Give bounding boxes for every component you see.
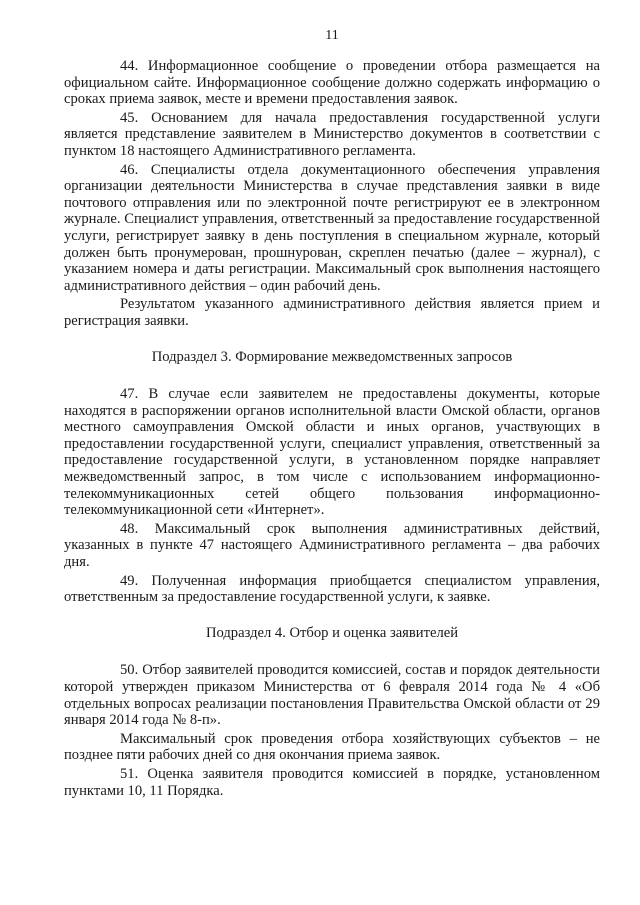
- paragraph-44: 44. Информационное сообщение о проведении отбора размещается на официальном сайте. Информационное сообщение должно содержать информацию о сроках приема заявок, месте и времени предоставления заявок.: [64, 58, 600, 108]
- subsection-3-heading: Подраздел 3. Формирование межведомственных запросов: [151, 348, 513, 365]
- paragraph-51: 51. Оценка заявителя проводится комиссией в порядке, установленном пунктами 10, 11 Порядка.: [64, 765, 600, 799]
- paragraph-45: 45. Основанием для начала предоставления государственной услуги является представление заявителем в Министерство документов в соответствии с пунктом 18 настоящего Административного регламента.: [64, 109, 600, 159]
- paragraph-result: Результатом указанного административного действия является прием и регистрация заявки.: [64, 296, 600, 329]
- subsection-4-heading: Подраздел 4. Отбор и оценка заявителей: [205, 624, 459, 641]
- paragraph-47: 47. В случае если заявителем не предоставлены документы, которые находятся в распоряжении органов исполнительной власти Омской области, органов местного самоуправления Омской области и иных органов, участвующих в предоставлении государственной услуги, специалист управления, ответственный за предоставление государственной услуги, в установленном порядке направляет межведомственный запрос, в том числе с использованием информационно-телекоммуникационных сетей общего пользования информационно-телекоммуникационной сети «Интернет».: [64, 386, 600, 519]
- paragraph-50: 50. Отбор заявителей проводится комиссией, состав и порядок деятельности которой утвержден приказом Министерства от 6 февраля 2014 года № 4 «Об отдельных вопросах реализации постановления Правительства Омской области от 29 января 2014 года № 8-п».: [64, 662, 600, 729]
- paragraph-46: 46. Специалисты отдела документационного обеспечения управления организации деятельности Министерства в случае представления заявки в виде почтового отправления или по электронной почте регистрируют ее в электронном журнале. Специалист управления, ответственный за предоставление государственной услуги, регистрирует заявку в день поступления в специальном журнале, который должен быть пронумерован, прошнурован, скреплен печатью (далее – журнал), с указанием номера и даты регистрации. Максимальный срок выполнения настоящего административного действия – один рабочий день.: [64, 161, 600, 294]
- page-number: 11: [325, 28, 339, 43]
- paragraph-49: 49. Полученная информация приобщается специалистом управления, ответственным за предоставление государственной услуги, к заявке.: [64, 572, 600, 606]
- paragraph-selection-deadline: Максимальный срок проведения отбора хозяйствующих субъектов – не позднее пяти рабочих дней со дня окончания приема заявок.: [64, 730, 600, 764]
- paragraph-48: 48. Максимальный срок выполнения административных действий, указанных в пункте 47 настоящего Административного регламента – два рабочих дня.: [64, 520, 600, 571]
